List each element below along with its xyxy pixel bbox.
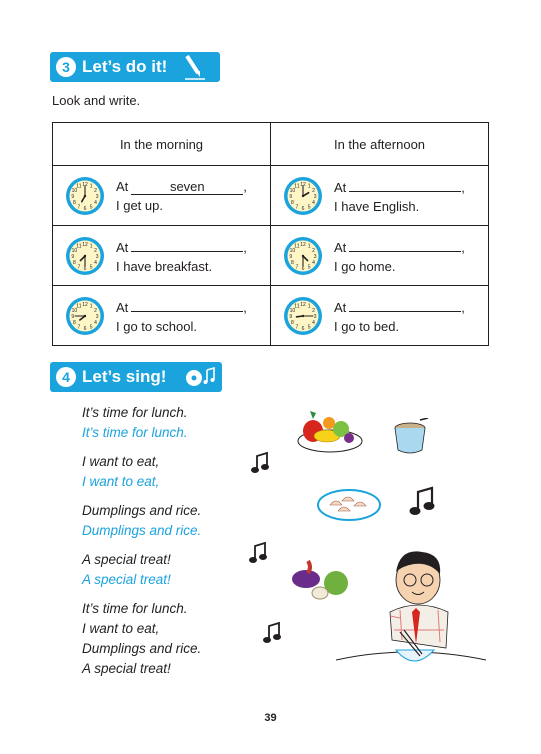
svg-text:1: 1 [307,302,311,309]
svg-text:4: 4 [94,199,97,206]
svg-text:1: 1 [307,242,311,249]
boy-eating-illustration [330,540,490,680]
activity-text: I go to school. [116,318,197,334]
section-number: 3 [56,57,76,77]
svg-text:3: 3 [95,193,99,200]
svg-text:2: 2 [94,247,97,254]
svg-text:9: 9 [289,253,293,260]
stanza [82,403,201,443]
comma: , [461,179,465,195]
svg-text:10: 10 [289,247,296,254]
svg-text:1: 1 [89,302,93,309]
lyric-echo-line: Dumplings and rice. [82,523,202,538]
fruit-plate-illustration [295,405,365,455]
svg-text:2: 2 [312,187,315,194]
at-label: At [116,178,129,194]
at-label: At [334,239,347,255]
clock-icon [64,295,106,337]
activity-text: I get up. [116,197,163,213]
music-note-icon [250,450,270,476]
svg-text:5: 5 [307,324,311,331]
svg-text:5: 5 [89,204,93,211]
table-cell [271,286,489,346]
svg-text:8: 8 [291,259,294,266]
svg-text:10: 10 [71,187,78,194]
svg-text:6: 6 [83,325,87,332]
svg-text:5: 5 [307,264,311,271]
svg-text:2: 2 [94,187,97,194]
svg-text:8: 8 [73,319,76,326]
pencil-icon [181,53,207,81]
table-cell [53,166,271,226]
activity-text: I go to bed. [334,318,400,334]
answer-blank[interactable]: seven [131,179,243,195]
dumplings-plate-illustration [316,485,382,525]
answer-blank[interactable] [131,296,243,312]
section-4-header [50,362,222,392]
music-note-icon [408,484,436,518]
lyric-echo-line: I want to eat, [82,474,160,489]
svg-text:8: 8 [291,319,294,326]
svg-text:3: 3 [313,253,317,260]
svg-text:6: 6 [83,205,87,212]
activity-text: I have breakfast. [116,258,213,274]
svg-text:10: 10 [289,187,296,194]
music-note-icon [248,540,268,566]
svg-text:10: 10 [71,247,78,254]
svg-text:5: 5 [89,264,93,271]
table-cell [271,226,489,286]
song-lyrics [82,403,201,688]
lyric-echo-line: A special treat! [82,572,171,587]
svg-text:11: 11 [294,302,300,309]
svg-text:5: 5 [89,324,93,331]
svg-text:2: 2 [94,307,97,314]
stanza [82,550,201,590]
svg-text:11: 11 [76,242,82,249]
clock-icon [282,235,324,277]
music-note-icon [262,620,282,646]
svg-text:3: 3 [95,253,99,260]
svg-text:10: 10 [71,307,78,314]
svg-text:3: 3 [313,193,317,200]
answer-blank[interactable] [349,176,461,192]
svg-text:4: 4 [94,259,97,266]
svg-text:9: 9 [71,253,75,260]
answer-blank[interactable] [349,236,461,252]
lyric-line: I want to eat, [82,454,160,469]
svg-text:4: 4 [312,319,315,326]
section-number: 4 [56,367,76,387]
at-label: At [334,299,347,315]
svg-text:7: 7 [295,324,299,331]
lyric-line: A special treat! [82,552,171,567]
comma: , [243,239,247,255]
at-label: At [334,179,347,195]
section-title: Let’s do it! [82,57,168,76]
header-morning: In the morning [53,123,271,166]
stanza [82,599,201,679]
svg-text:11: 11 [76,302,82,309]
activity-text: I have English. [334,198,420,214]
svg-text:12: 12 [300,181,306,188]
section-title: Let’s sing! [82,367,167,386]
svg-text:10: 10 [289,307,296,314]
lyric-line: A special treat! [82,661,171,676]
lyric-line: It’s time for lunch. [82,405,188,420]
svg-text:9: 9 [289,313,293,320]
svg-text:1: 1 [89,242,93,249]
svg-text:3: 3 [95,313,99,320]
svg-text:1: 1 [89,182,93,189]
lyric-line: Dumplings and rice. [82,503,202,518]
svg-text:12: 12 [82,301,88,308]
svg-text:7: 7 [295,204,299,211]
comma: , [461,299,465,315]
svg-text:2: 2 [312,307,315,314]
table-cell [53,286,271,346]
schedule-table [52,122,489,346]
svg-text:7: 7 [295,264,299,271]
rice-bowl-illustration [390,418,430,458]
table-row [53,286,489,346]
svg-text:6: 6 [301,325,305,332]
clock-icon [282,295,324,337]
svg-text:4: 4 [94,319,97,326]
answer-blank[interactable] [349,296,461,312]
clock-icon [64,175,106,217]
activity-text: I go home. [334,258,396,274]
comma: , [243,299,247,315]
svg-text:6: 6 [301,265,305,272]
svg-text:6: 6 [301,205,305,212]
svg-text:4: 4 [312,259,315,266]
svg-text:9: 9 [71,193,75,200]
svg-text:3: 3 [313,313,317,320]
svg-text:11: 11 [294,242,300,249]
svg-text:12: 12 [300,301,306,308]
svg-text:12: 12 [82,241,88,248]
instruction: Look and write. [52,93,141,108]
clock-icon [282,175,324,217]
lyric-echo-line: It’s time for lunch. [82,425,188,440]
svg-text:9: 9 [71,313,75,320]
svg-text:11: 11 [294,182,300,189]
svg-text:6: 6 [83,265,87,272]
svg-text:5: 5 [307,204,311,211]
stanza [82,501,201,541]
svg-text:7: 7 [77,264,81,271]
clock-icon [64,235,106,277]
music-cd-icon [184,365,218,389]
lyric-line: I want to eat, [82,621,160,636]
lyric-line: It’s time for lunch. [82,601,188,616]
section-3-header [50,52,220,82]
svg-text:4: 4 [312,199,315,206]
svg-text:12: 12 [300,241,306,248]
svg-text:1: 1 [307,182,311,189]
at-label: At [116,239,129,255]
comma: , [461,239,465,255]
table-cell [53,226,271,286]
svg-text:7: 7 [77,204,81,211]
svg-text:7: 7 [77,324,81,331]
table-row [53,226,489,286]
comma: , [243,178,247,194]
table-header-row [53,123,489,166]
svg-text:8: 8 [73,199,76,206]
at-label: At [116,299,129,315]
stanza [82,452,201,492]
svg-text:2: 2 [312,247,315,254]
table-row [53,166,489,226]
svg-text:11: 11 [76,182,82,189]
lyric-line: Dumplings and rice. [82,641,202,656]
svg-text:8: 8 [73,259,76,266]
svg-text:9: 9 [289,193,293,200]
svg-text:12: 12 [82,181,88,188]
table-cell [271,166,489,226]
svg-text:8: 8 [291,199,294,206]
header-afternoon: In the afternoon [271,123,489,166]
page-number: 39 [264,712,277,724]
answer-blank[interactable] [131,236,243,252]
